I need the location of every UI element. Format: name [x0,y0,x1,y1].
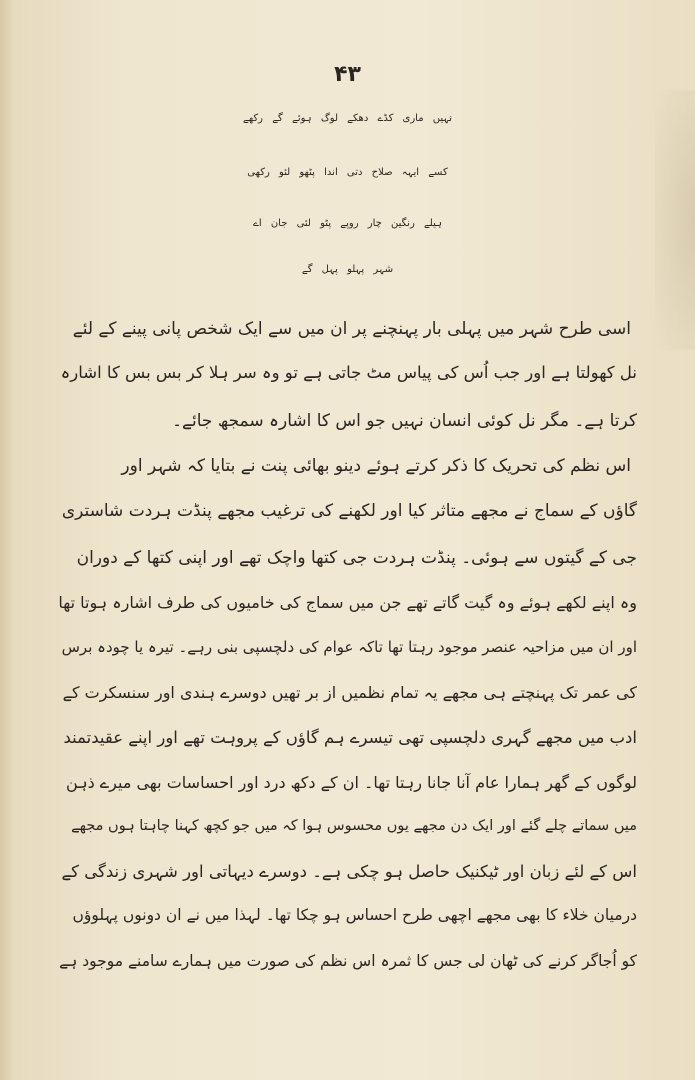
text-line: اور ان میں مزاحیہ عنصر موجود رہتا تھا تاکہ عوام کی دلچسپی بنی رہے۔ تیرہ یا چودہ برس [61,638,637,656]
verse-line: نہیں ماری کڈے دھکے لوگ ہوئے گے رکھے [242,113,453,124]
page-number: ۴۳ [334,62,361,87]
text-line: لوگوں کے گھر ہمارا عام آنا جانا رہتا تھا۔ ان کے دکھ درد اور احساسات بھی میرے ذہن [66,773,637,792]
verse-line: ہیلے رنگین چار روپے پٹو لئی جان اے [253,218,442,229]
text-line: درمیان خلاء کا بھی مجھے اچھی طرح احساس ہو چکا تھا۔ لہذا میں نے ان دونوں پہلوؤں [72,906,637,924]
text-line: نل کھولتا ہے اور جب اُس کی پیاس مٹ جاتی ہے تو وہ سر ہلا کر بس بس کا اشارہ [60,363,637,382]
text-line: اس نظم کی تحریک کا ذکر کرتے ہوئے دینو بھائی پنت نے بتایا کہ شہر اور [121,456,631,476]
text-line: جی کے گیتوں سے ہوئی۔ پنڈت ہردت جی کتھا واچک تھے اور اپنی کتھا کے دوران [76,548,637,568]
text-line: کرتا ہے۔ مگر نل کوئی انسان نہیں جو اس کا اشارہ سمجھ جائے۔ [172,411,637,431]
text-line: اسی طرح شہر میں پہلی بار پہنچنے پر ان میں سے ایک شخص پانی پینے کے لئے [72,319,631,339]
text-line: ادب میں مجھے گہری دلچسپی تھی تیسرے ہم گاؤں کے پروہت تھے اور اپنے عقیدتمند [63,728,637,747]
text-line: اس کے لئے زبان اور ٹیکنیک حاصل ہو چکی ہے۔ دوسرے دیہاتی اور شہری زندگی کے [61,862,637,881]
verse-line: شہر پہلو پہل گے [301,264,394,275]
text-line: کی عمر تک پہنچتے ہی مجھے یہ تمام نظمیں از بر تھیں دوسرے ہندی اور سنسکرت کے [62,683,637,702]
text-line: وہ اپنے لکھے ہوئے وہ گیت گاتے تھے جن میں سماج کی خامیوں کی طرف اشارہ ہوتا تھا [58,593,637,612]
text-line: میں سماتے چلے گئے اور ایک دن مجھے یوں محسوس ہوا کہ میں جو کچھ کہنا چاہتا ہوں مجھے [71,818,637,834]
text-line: گاؤں کے سماج نے مجھے متاثر کیا اور لکھنے کی ترغیب مجھے پنڈت ہردت شاستری [61,501,637,521]
verse-line: کسے ایہہ صلاح دتی اندا پٹھو لئو رکھی [247,167,448,178]
text-line: کو اُجاگر کرنے کی ٹھان لی جس کا ثمرہ اس نظم کی صورت میں ہمارے سامنے موجود ہے [59,952,637,970]
